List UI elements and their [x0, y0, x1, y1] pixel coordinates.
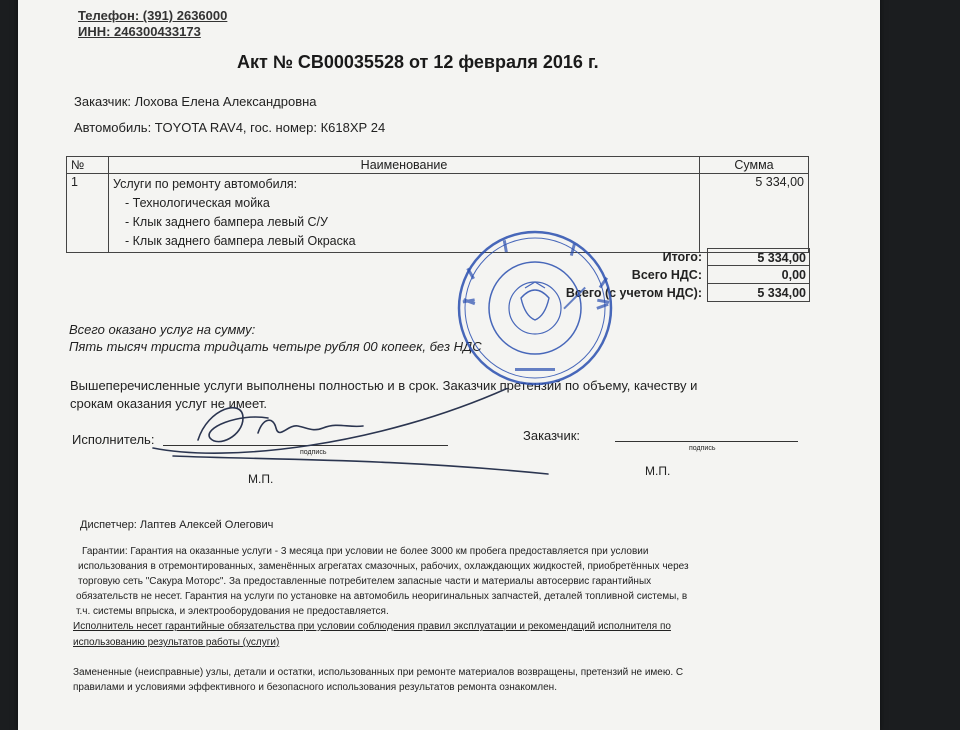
total-value: 5 334,00 — [707, 248, 810, 266]
grand-total-label: Всего (с учетом НДС): — [565, 286, 702, 300]
executor-label: Исполнитель: — [72, 432, 155, 447]
services-table — [66, 156, 809, 253]
customer-line: Заказчик: Лохова Елена Александровна — [74, 94, 317, 109]
row-name: Услуги по ремонту автомобиля: — [113, 177, 298, 191]
guarantee-line: т.ч. системы впрыска, и электрооборудования не предоставляется. — [76, 606, 389, 617]
header-num: № — [67, 157, 109, 174]
document-title: Акт № СВ00035528 от 12 февраля 2016 г. — [237, 52, 599, 72]
guarantee-line: использования в отремонтированных, заменённых агрегатах смазочных, рабочих, охлаждающих жидкостей, приобретённых через — [78, 561, 689, 572]
dispatcher-line: Диспетчер: Лаптев Алексей Олегович — [80, 519, 274, 531]
obligation-line: использованию результатов работы (услуги) — [73, 637, 280, 648]
replaced-line: Замененные (неисправные) узлы, детали и остатки, использованных при ремонте материалов возвращены, претензий не имею. С — [73, 667, 684, 678]
executor-mp: М.П. — [248, 472, 274, 486]
customer-mp: М.П. — [645, 464, 671, 478]
header-amount: Сумма — [700, 157, 809, 174]
row-item: - Технологическая мойка — [125, 196, 270, 210]
completion-line-1: Вышеперечисленные услуги выполнены полностью и в срок. Заказчик претензий по объему, качеству и — [70, 378, 698, 393]
obligation-line: Исполнитель несет гарантийные обязательства при условии соблюдения правил эксплуатации и рекомендаций исполнителя по — [73, 621, 671, 632]
executor-signature-caption: подпись — [300, 449, 327, 456]
customer-label: Заказчик: — [523, 428, 581, 443]
guarantee-line: обязательств не несет. Гарантия на услуги по установке на автомобиль неоригинальных запчастей, деталей топливной системы, в — [76, 591, 688, 602]
header-inn: ИНН: 246300433173 — [78, 24, 201, 39]
completion-line-2: срокам оказания услуг не имеет. — [70, 396, 267, 411]
guarantee-line: торговую сеть "Сакура Моторс". За предоставленные потребителем запасные части и материалы автосервис гарантийных — [78, 576, 652, 587]
header-name: Наименование — [109, 157, 700, 174]
replaced-line: правилами и условиями эффективного и безопасного использования результатов ремонта ознакомлен. — [73, 682, 557, 693]
grand-total-value: 5 334,00 — [707, 284, 810, 302]
header-phone: Телефон: (391) 2636000 — [78, 8, 228, 23]
row-item: - Клык заднего бампера левый Окраска — [125, 234, 356, 248]
sum-in-words: Пять тысяч триста тридцать четыре рубля 00 копеек, без НДС — [69, 339, 482, 354]
table-header-row — [67, 157, 809, 174]
sum-heading: Всего оказано услуг на сумму: — [69, 322, 256, 337]
customer-signature-caption: подпись — [689, 445, 716, 452]
customer-signature-line — [615, 441, 798, 442]
executor-signature-icon — [148, 388, 568, 498]
vat-value: 0,00 — [707, 266, 810, 284]
table-row — [67, 174, 809, 253]
guarantee-line: Гарантии: Гарантия на оказанные услуги - 3 месяца при условии не более 3000 км пробега предоставляется при условии — [82, 546, 649, 557]
car-line: Автомобиль: TOYOTA RAV4, гос. номер: К618ХР 24 — [74, 120, 386, 135]
row-amount: 5 334,00 — [700, 174, 809, 253]
vat-label: Всего НДС: — [631, 268, 702, 282]
total-label: Итого: — [662, 250, 702, 264]
row-num: 1 — [67, 174, 109, 253]
round-stamp-icon — [455, 228, 615, 388]
act-document — [18, 0, 880, 730]
row-item: - Клык заднего бампера левый С/У — [125, 215, 328, 229]
